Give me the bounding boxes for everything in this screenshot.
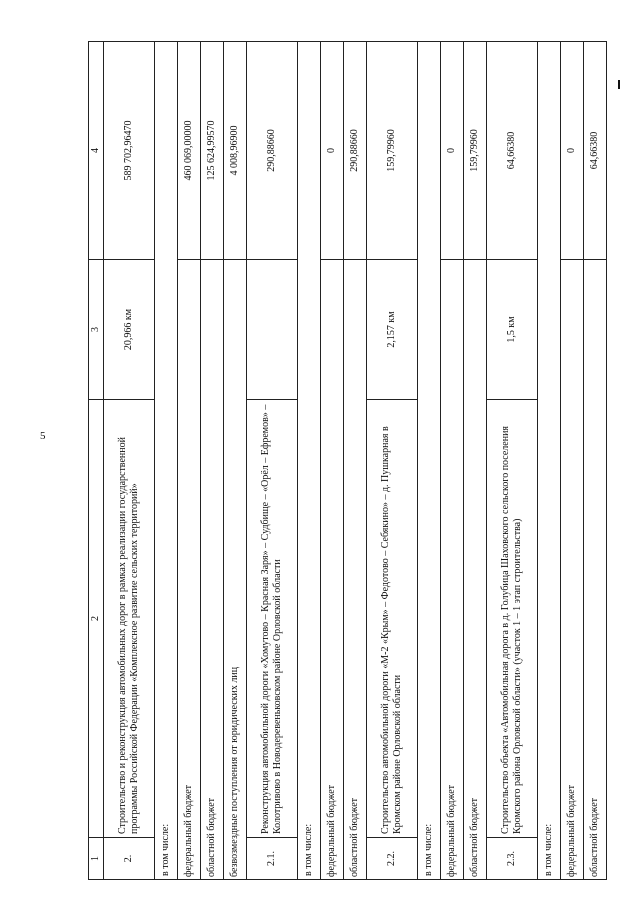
cell-number: 2.2. [366,838,417,880]
cell-amount: 0 [440,42,463,260]
rotated-table-container [88,42,600,880]
table-row [320,42,343,880]
cell-number: 2. [103,838,154,880]
cell-length: 20,966 км [103,260,154,400]
cell-amount: 159,79960 [366,42,417,260]
cell-name: областной бюджет [200,260,223,880]
table-row-label [297,42,320,880]
table-row-label [154,42,177,880]
cell-amount: 4 008,96900 [223,42,246,260]
table-row [560,42,583,880]
table-row-label [537,42,560,880]
cell-amount: 290,88660 [343,42,366,260]
cell-name: Реконструкция автомобильной дороги «Хомутово – Красная Заря» – Судбище – «Орёл – Ефремов» – Колотривово в Новодеревеньковском районе Орловской области [246,400,297,838]
cell-amount: 0 [320,42,343,260]
scan-mark [618,80,620,89]
cell-name: областной бюджет [583,260,606,880]
cell-amount: 589 702,96470 [103,42,154,260]
cell-amount: 125 624,99570 [200,42,223,260]
cell-amount: 64,66380 [583,42,606,260]
cell-label: в том числе: [537,42,560,880]
cell-name: федеральный бюджет [560,260,583,880]
cell-length: 1,5 км [486,260,537,400]
page-number: 5 [40,430,46,442]
cell-name: безвозмездные поступления от юридических лиц [223,260,246,880]
table-row [343,42,366,880]
cell-name: Строительство автомобильной дороги «М-2 «Крым» – Федотово – Себякино» – д. Пушкарная в Кромском районе Орловской области [366,400,417,838]
cell-label: в том числе: [297,42,320,880]
cell-name: федеральный бюджет [177,260,200,880]
cell-amount: 159,79960 [463,42,486,260]
cell-amount: 460 069,00000 [177,42,200,260]
cell-name: федеральный бюджет [320,260,343,880]
table-wrapper [88,42,600,880]
cell-length: 2,157 км [366,260,417,400]
table-row-item [103,42,154,880]
cell-amount: 290,88660 [246,42,297,260]
table-row [223,42,246,880]
cell-number: 2.3. [486,838,537,880]
table-row [200,42,223,880]
table-row [440,42,463,880]
table-row-item [246,42,297,880]
cell-name: федеральный бюджет [440,260,463,880]
table-row [463,42,486,880]
cell-length [246,260,297,400]
table-row-item [366,42,417,880]
table-row [583,42,606,880]
cell-label: в том числе: [417,42,440,880]
cell-name: Строительство объекта «Автомобильная дорога в д. Голубица Шаховского сельского поселения Кромского района Орловской области» (участок 1 – 1 этап строительства) [486,400,537,838]
cell-label: в том числе: [154,42,177,880]
table-row [177,42,200,880]
table-body [89,42,607,880]
cell-name: областной бюджет [463,260,486,880]
table-header-row [89,42,104,880]
table-row-item [486,42,537,880]
header-col-3: 3 [89,260,104,400]
cell-amount: 64,66380 [486,42,537,260]
roads-table [88,41,607,880]
header-col-2: 2 [89,400,104,838]
cell-amount: 0 [560,42,583,260]
table-row-label [417,42,440,880]
cell-name: Строительство и реконструкция автомобильных дорог в рамках реализации государственной программы Российской Федерации «Комплексное развитие сельских территорий» [103,400,154,838]
header-col-4: 4 [89,42,104,260]
cell-number: 2.1. [246,838,297,880]
header-col-1: 1 [89,838,104,880]
cell-name: областной бюджет [343,260,366,880]
